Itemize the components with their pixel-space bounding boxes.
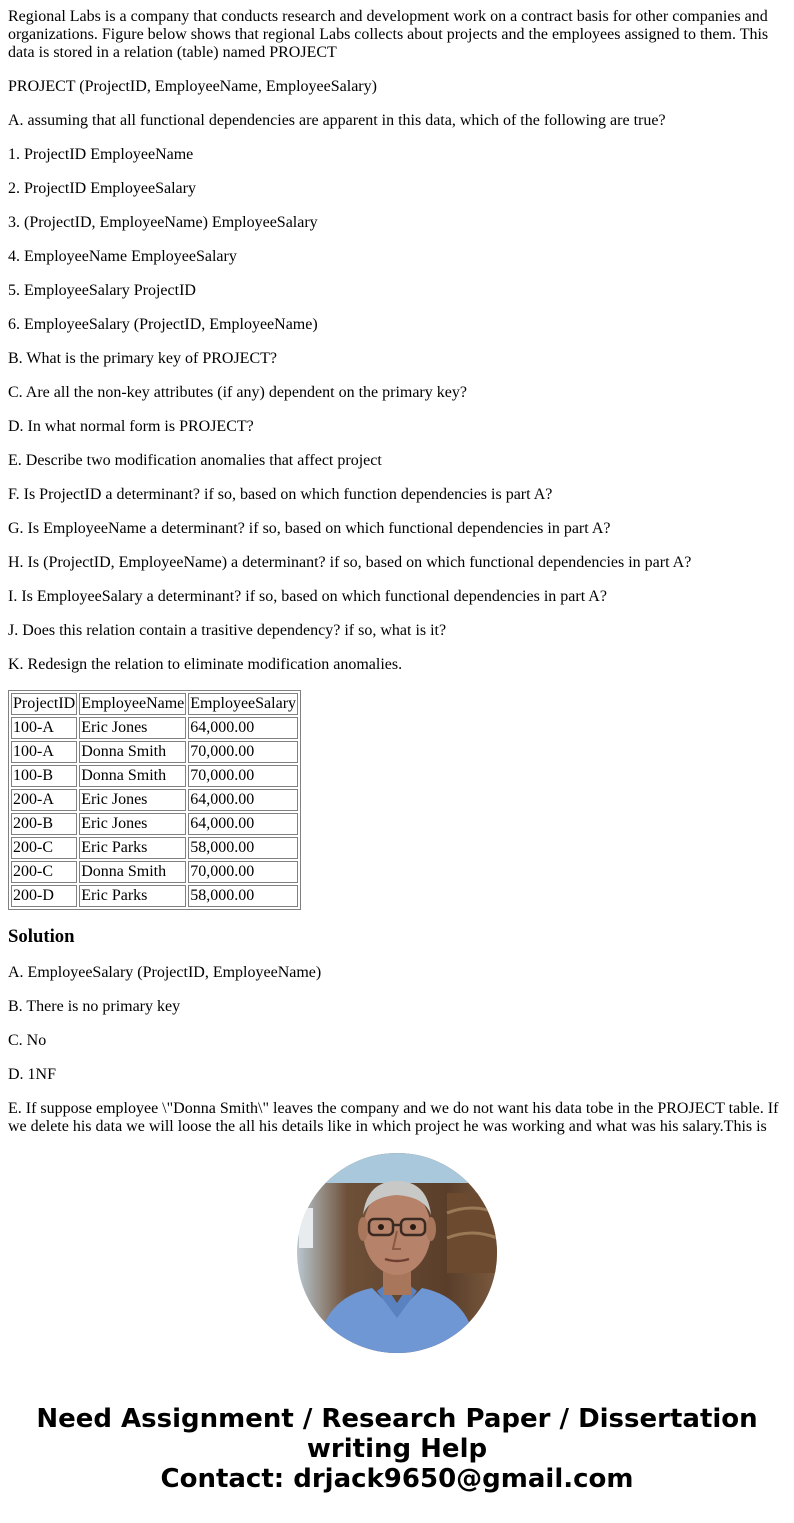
question-j: J. Does this relation contain a trasitive dependency? if so, what is it? bbox=[8, 622, 447, 639]
cell-employee-name: Donna Smith bbox=[79, 741, 186, 763]
cell-project-id: 200-B bbox=[11, 813, 77, 835]
footer-line-contact: Contact: drjack9650@gmail.com bbox=[160, 1464, 634, 1494]
table-row bbox=[11, 861, 298, 883]
question-g: G. Is EmployeeName a determinant? if so, based on which functional dependencies in part A? bbox=[8, 520, 611, 537]
table-row bbox=[11, 885, 298, 907]
question-h: H. Is (ProjectID, EmployeeName) a determinant? if so, based on which functional dependencies in part A? bbox=[8, 554, 692, 571]
footer-banner bbox=[0, 1404, 794, 1494]
person-portrait-icon bbox=[297, 1153, 497, 1353]
cell-employee-salary: 70,000.00 bbox=[188, 741, 298, 763]
cell-employee-name: Eric Jones bbox=[79, 717, 186, 739]
cell-employee-name: Eric Jones bbox=[79, 789, 186, 811]
answer-a: A. EmployeeSalary (ProjectID, EmployeeName) bbox=[8, 964, 322, 981]
table-header-row bbox=[11, 693, 298, 715]
question-i: I. Is EmployeeSalary a determinant? if so, based on which functional dependencies in part A? bbox=[8, 588, 607, 605]
option-1: 1. ProjectID EmployeeName bbox=[8, 146, 194, 163]
cell-employee-name: Eric Parks bbox=[79, 837, 186, 859]
cell-project-id: 200-D bbox=[11, 885, 77, 907]
answer-e: E. If suppose employee \"Donna Smith\" leaves the company and we do not want his data tobe in the PROJECT table. If we delete his data we will loose the all his details like in which project he was working and what was his salary.This is bbox=[8, 1100, 779, 1135]
relation-schema: PROJECT (ProjectID, EmployeeName, EmployeeSalary) bbox=[8, 78, 377, 95]
cell-employee-salary: 64,000.00 bbox=[188, 717, 298, 739]
question-b: B. What is the primary key of PROJECT? bbox=[8, 350, 277, 367]
question-k: K. Redesign the relation to eliminate modification anomalies. bbox=[8, 656, 403, 673]
answer-b: B. There is no primary key bbox=[8, 998, 181, 1015]
option-3: 3. (ProjectID, EmployeeName) EmployeeSalary bbox=[8, 214, 318, 231]
option-2: 2. ProjectID EmployeeSalary bbox=[8, 180, 196, 197]
question-f: F. Is ProjectID a determinant? if so, based on which function dependencies is part A? bbox=[8, 486, 553, 503]
table-row bbox=[11, 717, 298, 739]
cell-employee-salary: 70,000.00 bbox=[188, 861, 298, 883]
project-table bbox=[8, 690, 301, 910]
table-row bbox=[11, 837, 298, 859]
cell-employee-salary: 70,000.00 bbox=[188, 765, 298, 787]
question-c: C. Are all the non-key attributes (if any) dependent on the primary key? bbox=[8, 384, 467, 401]
option-4: 4. EmployeeName EmployeeSalary bbox=[8, 248, 237, 265]
answer-c: C. No bbox=[8, 1032, 47, 1049]
header-employee-name: EmployeeName bbox=[79, 693, 186, 715]
cell-project-id: 200-A bbox=[11, 789, 77, 811]
cell-project-id: 100-A bbox=[11, 717, 77, 739]
answer-d: D. 1NF bbox=[8, 1066, 57, 1083]
intro-paragraph: Regional Labs is a company that conducts research and development work on a contract basis for other companies and organizations. Figure below shows that regional Labs collects about projects and the employees assigned to them. This data is stored in a relation (table) named PROJECT bbox=[8, 8, 769, 61]
cell-project-id: 100-A bbox=[11, 741, 77, 763]
header-employee-salary: EmployeeSalary bbox=[188, 693, 298, 715]
cell-employee-name: Eric Jones bbox=[79, 813, 186, 835]
cell-project-id: 200-C bbox=[11, 861, 77, 883]
cell-employee-name: Donna Smith bbox=[79, 765, 186, 787]
option-5: 5. EmployeeSalary ProjectID bbox=[8, 282, 196, 299]
cell-employee-name: Donna Smith bbox=[79, 861, 186, 883]
question-e: E. Describe two modification anomalies that affect project bbox=[8, 452, 382, 469]
table-row bbox=[11, 741, 298, 763]
cell-employee-salary: 64,000.00 bbox=[188, 813, 298, 835]
cell-project-id: 200-C bbox=[11, 837, 77, 859]
cell-employee-name: Eric Parks bbox=[79, 885, 186, 907]
cell-project-id: 100-B bbox=[11, 765, 77, 787]
header-project-id: ProjectID bbox=[11, 693, 77, 715]
table-row bbox=[11, 813, 298, 835]
table-row bbox=[11, 765, 298, 787]
question-a: A. assuming that all functional dependencies are apparent in this data, which of the following are true? bbox=[8, 112, 666, 129]
option-6: 6. EmployeeSalary (ProjectID, EmployeeName) bbox=[8, 316, 318, 333]
cell-employee-salary: 64,000.00 bbox=[188, 789, 298, 811]
cell-employee-salary: 58,000.00 bbox=[188, 885, 298, 907]
footer-line-help: Need Assignment / Research Paper / Dissertation writing Help bbox=[36, 1404, 758, 1464]
cell-employee-salary: 58,000.00 bbox=[188, 837, 298, 859]
solution-heading: Solution bbox=[8, 926, 75, 947]
table-row bbox=[11, 789, 298, 811]
question-d: D. In what normal form is PROJECT? bbox=[8, 418, 254, 435]
